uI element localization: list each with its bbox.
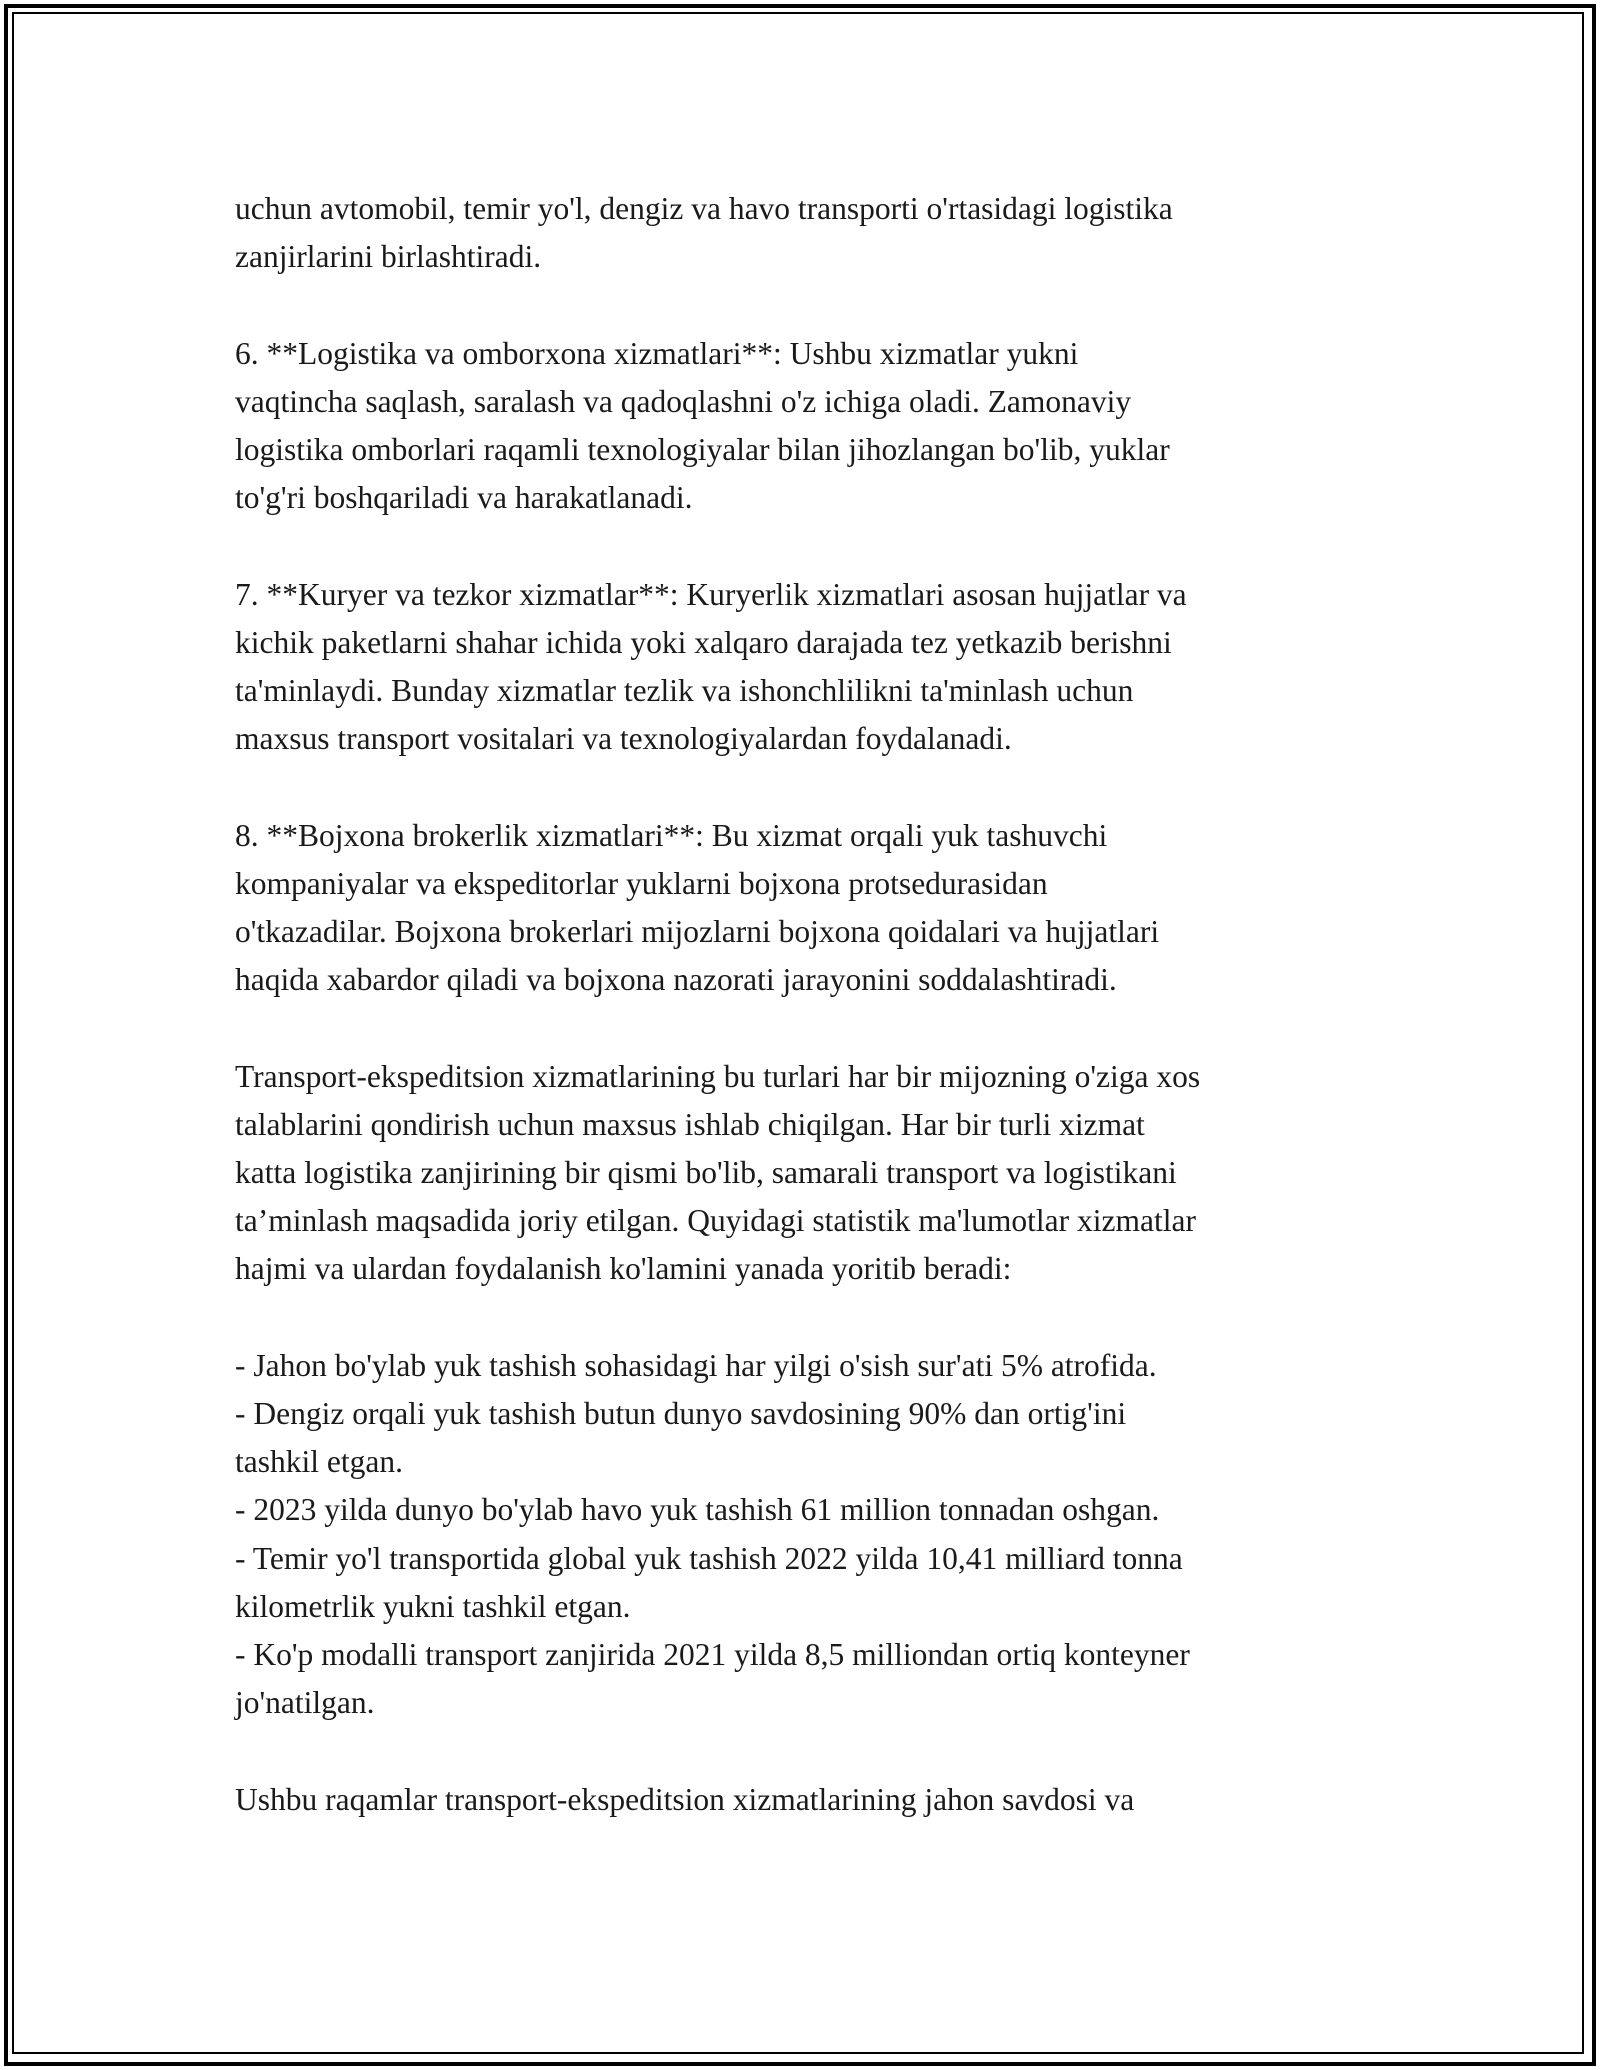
- text-line: 6. **Logistika va omborxona xizmatlari**: Ushbu xizmatlar yukni: [235, 335, 1079, 371]
- text-line: kichik paketlarni shahar ichida yoki xalqaro darajada tez yetkazib berishni: [235, 624, 1172, 660]
- text-line: - Temir yo'l transportida global yuk tashish 2022 yilda 10,41 milliard tonna: [235, 1540, 1183, 1576]
- text-line: kompaniyalar va ekspeditorlar yuklarni bojxona protsedurasidan: [235, 865, 1048, 901]
- statistics-list: [235, 1342, 1395, 1728]
- list-item-7: [235, 571, 1395, 764]
- text-line: talablarini qondirish uchun maxsus ishlab chiqilgan. Har bir turli xizmat: [235, 1106, 1145, 1142]
- document-body: [235, 185, 1395, 1824]
- text-line: hajmi va ulardan foydalanish ko'lamini yanada yoritib beradi:: [235, 1251, 1012, 1287]
- text-line: o'tkazadilar. Bojxona brokerlari mijozlarni bojxona qoidalari va hujjatlari: [235, 914, 1160, 949]
- text-line: - Jahon bo'ylab yuk tashish sohasidagi har yilgi o'sish sur'ati 5% atrofida.: [235, 1347, 1157, 1383]
- text-line: jo'natilgan.: [235, 1685, 375, 1721]
- text-line: ta’minlash maqsadida joriy etilgan. Quyidagi statistik ma'lumotlar xizmatlar: [235, 1203, 1196, 1239]
- text-line: vaqtincha saqlash, saralash va qadoqlashni o'z ichiga oladi. Zamonaviy: [235, 383, 1132, 419]
- paragraph-closing: [235, 1776, 1395, 1824]
- list-item-8: [235, 812, 1395, 1005]
- text-line: - Ko'p modalli transport zanjirida 2021 yilda 8,5 milliondan ortiq konteyner: [235, 1637, 1190, 1673]
- text-line: tashkil etgan.: [235, 1444, 403, 1480]
- text-line: katta logistika zanjirining bir qismi bo'lib, samarali transport va logistikani: [235, 1155, 1177, 1190]
- text-line: - Dengiz orqali yuk tashish butun dunyo savdosining 90% dan ortig'ini: [235, 1396, 1127, 1431]
- paragraph-summary: [235, 1053, 1395, 1294]
- text-line: logistika omborlari raqamli texnologiyalar bilan jihozlangan bo'lib, yuklar: [235, 432, 1170, 467]
- text-line: kilometrlik yukni tashkil etgan.: [235, 1588, 631, 1624]
- paragraph-intro-continuation: [235, 185, 1395, 281]
- text-line: Ushbu raqamlar transport-ekspeditsion xizmatlarining jahon savdosi va: [235, 1781, 1135, 1817]
- text-line: to'g'ri boshqariladi va harakatlanadi.: [235, 480, 693, 516]
- text-line: uchun avtomobil, temir yo'l, dengiz va havo transporti o'rtasidagi logistika: [235, 191, 1173, 226]
- text-line: zanjirlarini birlashtiradi.: [235, 239, 542, 275]
- list-item-6: [235, 330, 1395, 523]
- text-line: 7. **Kuryer va tezkor xizmatlar**: Kuryerlik xizmatlari asosan hujjatlar va: [235, 576, 1187, 612]
- text-line: 8. **Bojxona brokerlik xizmatlari**: Bu xizmat orqali yuk tashuvchi: [235, 817, 1108, 853]
- text-line: - 2023 yilda dunyo bo'ylab havo yuk tashish 61 million tonnadan oshgan.: [235, 1492, 1160, 1528]
- text-line: maxsus transport vositalari va texnologiyalardan foydalanadi.: [235, 721, 1012, 757]
- text-line: Transport-ekspeditsion xizmatlarining bu turlari har bir mijozning o'ziga xos: [235, 1058, 1201, 1094]
- text-line: ta'minlaydi. Bunday xizmatlar tezlik va ishonchlilikni ta'minlash uchun: [235, 673, 1134, 708]
- text-line: haqida xabardor qiladi va bojxona nazorati jarayonini soddalashtiradi.: [235, 962, 1117, 998]
